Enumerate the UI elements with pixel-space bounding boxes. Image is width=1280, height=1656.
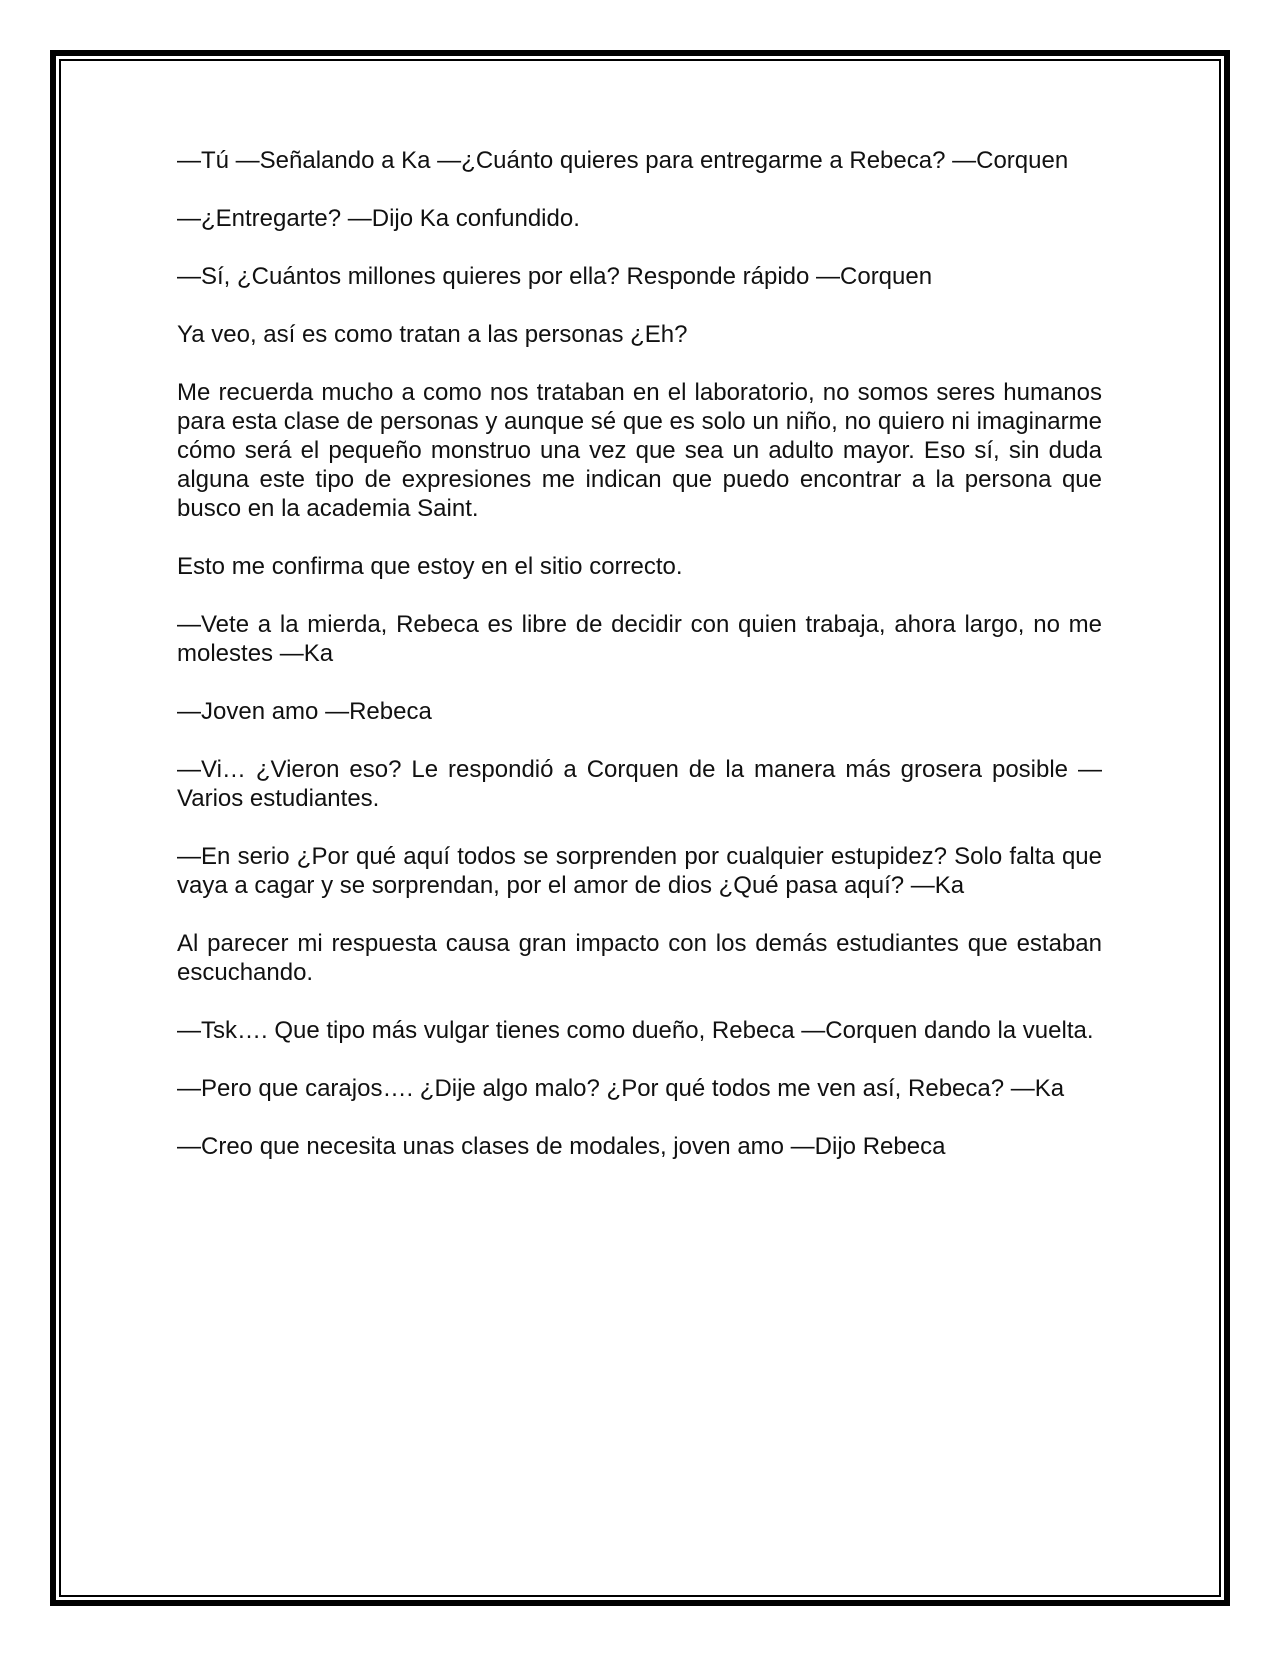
paragraph: Esto me confirma que estoy en el sitio correcto. <box>177 553 683 580</box>
paragraph: —Vete a la mierda, Rebeca es libre de decidir con quien trabaja, ahora largo, no me molestes —Ka <box>177 611 1102 667</box>
document-body <box>177 146 1102 1190</box>
paragraph: —Joven amo —Rebeca <box>177 698 432 725</box>
paragraph: Al parecer mi respuesta causa gran impacto con los demás estudiantes que estaban escuchando. <box>177 930 1102 986</box>
paragraph: Ya veo, así es como tratan a las personas ¿Eh? <box>177 321 688 348</box>
paragraph: —Tú —Señalando a Ka —¿Cuánto quieres para entregarme a Rebeca? —Corquen <box>177 147 1069 174</box>
paragraph: —Sí, ¿Cuántos millones quieres por ella? Responde rápido —Corquen <box>177 263 933 290</box>
paragraph: Me recuerda mucho a como nos trataban en el laboratorio, no somos seres humanos para esta clase de personas y aunque sé que es solo un niño, no quiero ni imaginarme cómo será el pequeño monstruo una vez que sea un adulto mayor. Eso sí, sin duda alguna este tipo de expresiones me indican que puedo encontrar a la persona que busco en la academia Saint. <box>177 379 1102 522</box>
paragraph: —¿Entregarte? —Dijo Ka confundido. <box>177 205 580 232</box>
paragraph: —En serio ¿Por qué aquí todos se sorprenden por cualquier estupidez? Solo falta que vaya a cagar y se sorprendan, por el amor de dios ¿Qué pasa aquí? —Ka <box>177 843 1102 899</box>
paragraph: —Vi… ¿Vieron eso? Le respondió a Corquen de la manera más grosera posible —Varios estudiantes. <box>177 756 1102 812</box>
paragraph: —Pero que carajos…. ¿Dije algo malo? ¿Por qué todos me ven así, Rebeca? —Ka <box>177 1075 1065 1102</box>
paragraph: —Tsk…. Que tipo más vulgar tienes como dueño, Rebeca —Corquen dando la vuelta. <box>177 1017 1094 1044</box>
paragraph: —Creo que necesita unas clases de modales, joven amo —Dijo Rebeca <box>177 1133 946 1160</box>
